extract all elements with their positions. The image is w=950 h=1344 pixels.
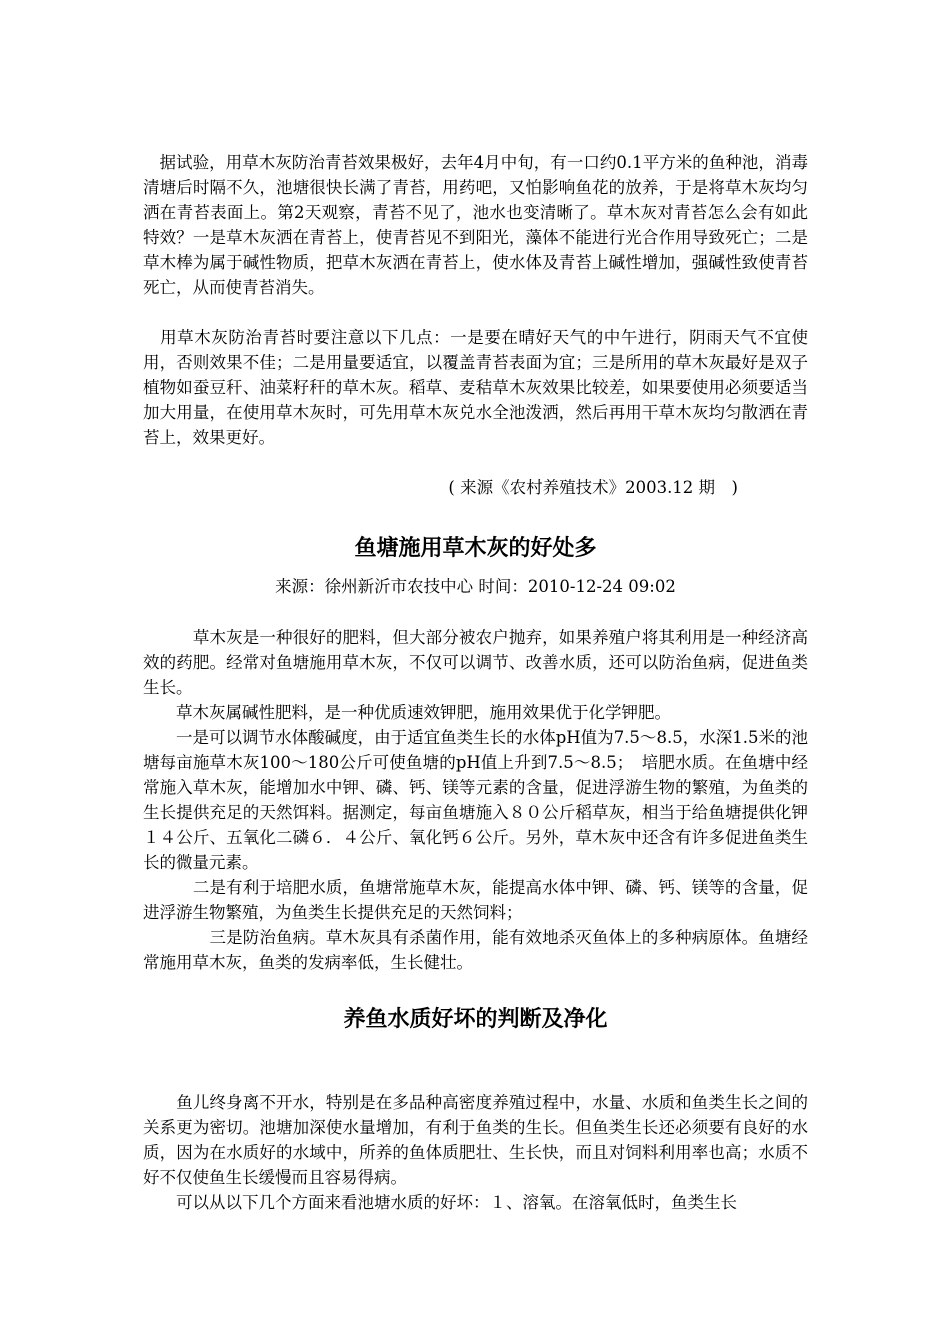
article-meta-source-time: 来源：徐州新沂市农技中心 时间：2010-12-24 09:02 xyxy=(275,577,676,596)
paragraph-benefit-water-fertility: 二是有利于培肥水质，鱼塘常施草木灰，能提高水体中钾、磷、钙、镁等的含量，促进浮游生物繁殖，为鱼类生长提供充足的天然饲料； xyxy=(143,878,808,922)
paragraph-grass-ash-moss-trial: 据试验，用草木灰防治青苔效果极好，去年4月中旬，有一口约0.1平方米的鱼种池，消毒清塘后时隔不久，池塘很快长满了青苔，用药吧，又怕影响鱼花的放养，于是将草木灰均匀洒在青苔表面上。第2天观察，青苔不见了，池水也变清晰了。草木灰对青苔怎么会有如此特效？一是草木灰洒在青苔上，使青苔见不到阳光，藻体不能进行光合作用导致死亡；二是草木棒为属于碱性物质，把草木灰洒在青苔上，使水体及青苔上碱性增加，强碱性致使青苔死亡，从而使青苔消失。 xyxy=(143,153,808,297)
paragraph-water-quality-criteria: 可以从以下几个方面来看池塘水质的好坏：１、溶氧。在溶氧低时，鱼类生长 xyxy=(143,1193,737,1212)
paragraph-water-quality-intro: 鱼儿终身离不开水，特别是在多品种高密度养殖过程中，水量、水质和鱼类生长之间的关系更为密切。池塘加深使水量增加，有利于鱼类的生长。但鱼类生长还必须要有良好的水质，因为在水质好的水域中，所养的鱼体质肥壮、生长快，而且对饲料利用率也高；水质不好不仅使鱼生长缓慢而且容易得病。 xyxy=(143,1093,808,1187)
source-citation: ( 来源《农村养殖技术》2003.12 期 ) xyxy=(448,478,738,497)
paragraph-grass-ash-precautions: 用草木灰防治青苔时要注意以下几点：一是要在晴好天气的中午进行，阴雨天气不宜使用，否则效果不佳；二是用量要适宜，以覆盖青苔表面为宜；三是所用的草木灰最好是双子植物如蚕豆秆、油菜籽秆的草木灰。稻草、麦秸草木灰效果比较差，如果要使用必须要适当加大用量，在使用草木灰时，可先用草木灰兑水全池泼洒，然后再用干草木灰均匀散洒在青苔上，效果更好。 xyxy=(143,328,808,447)
article-title-water-quality: 养鱼水质好坏的判断及净化 xyxy=(343,1006,608,1032)
paragraph-grass-ash-intro: 草木灰是一种很好的肥料，但大部分被农户抛弃，如果养殖户将其利用是一种经济高效的药肥。经常对鱼塘施用草木灰，不仅可以调节、改善水质，还可以防治鱼病，促进鱼类生长。 xyxy=(143,628,808,697)
paragraph-alkaline-fertilizer: 草木灰属碱性肥料，是一种优质速效钾肥，施用效果优于化学钾肥。 xyxy=(143,703,671,722)
article-title-fish-pond-grass-ash: 鱼塘施用草木灰的好处多 xyxy=(354,535,597,561)
paragraph-benefit-ph-adjustment: 一是可以调节水体酸碱度，由于适宜鱼类生长的水体pH值为7.5～8.5，水深1.5米的池塘每亩施草木灰100～180公斤可使鱼塘的pH值上升到7.5～8.5； 培肥水质。在鱼塘中经常施入草木灰，能增加水中钾、磷、钙、镁等元素的含量，促进浮游生物的繁殖，为鱼类的生长提供充足的天然饵料。据测定，每亩鱼塘施入８０公斤稻草灰，相当于给鱼塘提供化钾１４公斤、五氧化二磷６．４公斤、氧化钙６公斤。另外，草木灰中还含有许多促进鱼类生长的微量元素。 xyxy=(143,728,808,872)
paragraph-benefit-disease-prevention: 三是防治鱼病。草木灰具有杀菌作用，能有效地杀灭鱼体上的多种病原体。鱼塘经常施用草木灰，鱼类的发病率低，生长健壮。 xyxy=(143,928,808,972)
document-page xyxy=(143,0,808,1344)
